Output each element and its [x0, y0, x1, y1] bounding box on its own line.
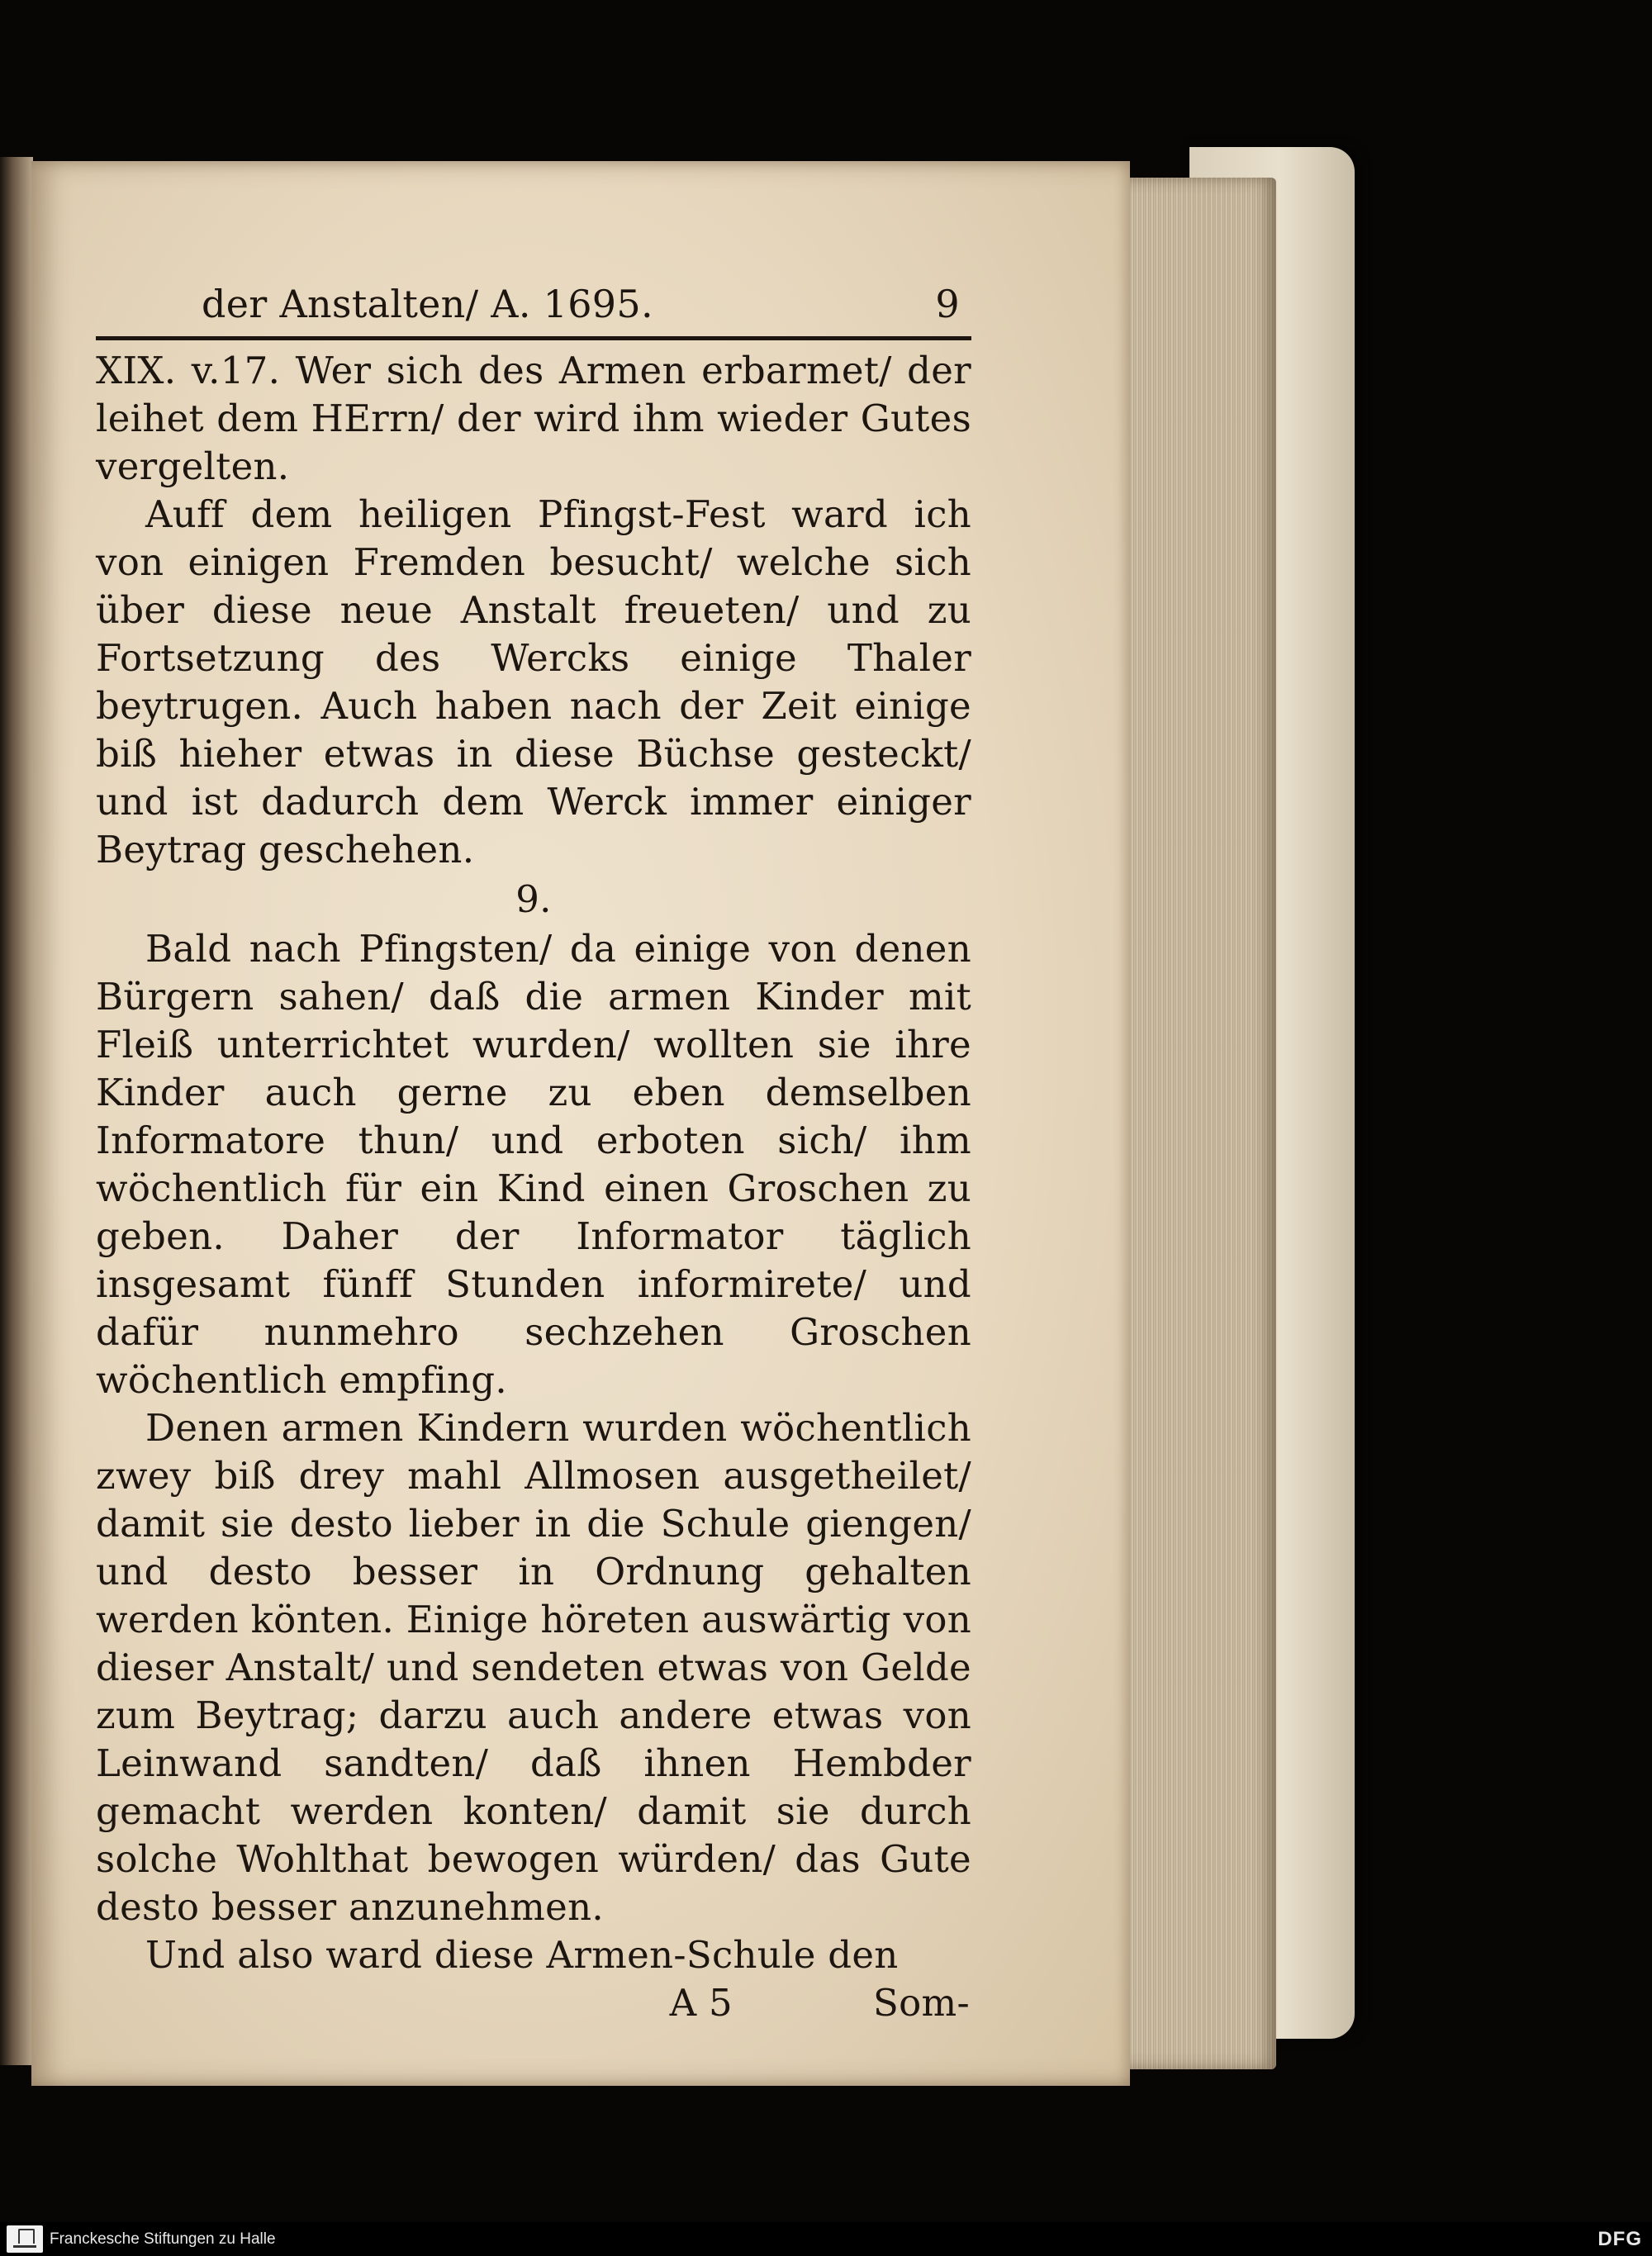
running-header	[96, 278, 971, 331]
header-rule	[96, 336, 971, 340]
book-page	[31, 161, 1130, 2086]
page-number: 9	[935, 282, 960, 326]
header-title: der Anstalten/ A. 1695.	[202, 282, 653, 326]
catchword: Som-	[873, 1981, 970, 2025]
paragraph-pentecost: Auff dem heiligen Pfingst-Fest ward ich von einigen Fremden besucht/ welche sich über diese neue Anstalt freueten/ und zu Fortsetzung des Wercks einige Thaler beytrugen. Auch haben nach der Zeit einige biß hieher etwas in diese Büchse gesteckt/ und ist dadurch dem Werck immer einiger Beytrag geschehen.	[96, 492, 971, 872]
paragraph-citizens: Bald nach Pfingsten/ da einige von denen Bürgern sahen/ daß die armen Kinder mit Fleiß unterrichtet wurden/ wollten sie ihre Kinder auch gerne zu eben demselben Informatore thun/ und erboten sich/ ihm wöchentlich für ein Kind einen Groschen zu geben. Daher der Informator täglich insgesamt fünff Stunden informirete/ und dafür nunmehro sechzehen Groschen wöchentlich empfing.	[96, 927, 971, 1402]
institution-logo-icon	[7, 2225, 43, 2253]
paragraph-bible-quote: XIX. v.17. Wer sich des Armen erbarmet/ der leihet dem HErrn/ der wird ihm wieder Gutes vergelten.	[96, 349, 971, 488]
text-column	[96, 278, 971, 2027]
page-block-edge	[1119, 178, 1276, 2069]
viewer-footer-bar	[0, 2222, 1652, 2256]
paragraph-closing: Und also ward diese Armen-Schule den	[145, 1933, 899, 1977]
institution-name: Franckesche Stiftungen zu Halle	[50, 2230, 276, 2248]
section-number: 9.	[515, 877, 552, 921]
signature-mark: A 5	[669, 1981, 733, 2025]
previous-page-edge	[0, 157, 33, 2065]
dfg-logo: DFG	[1597, 2228, 1642, 2250]
page-footer	[96, 1979, 971, 2027]
paragraph-alms: Denen armen Kindern wurden wöchentlich zwey biß drey mahl Allmosen ausgetheilet/ damit sie desto lieber in die Schule giengen/ und desto besser in Ordnung gehalten werden könten. Einige höreten auswärtig von dieser Anstalt/ und sendeten etwas von Gelde zum Beytrag; darzu auch andere etwas von Leinwand sandten/ daß ihnen Hembder gemacht werden konten/ damit sie durch solche Wohlthat bewogen würden/ das Gute desto besser anzunehmen.	[96, 1406, 971, 1929]
